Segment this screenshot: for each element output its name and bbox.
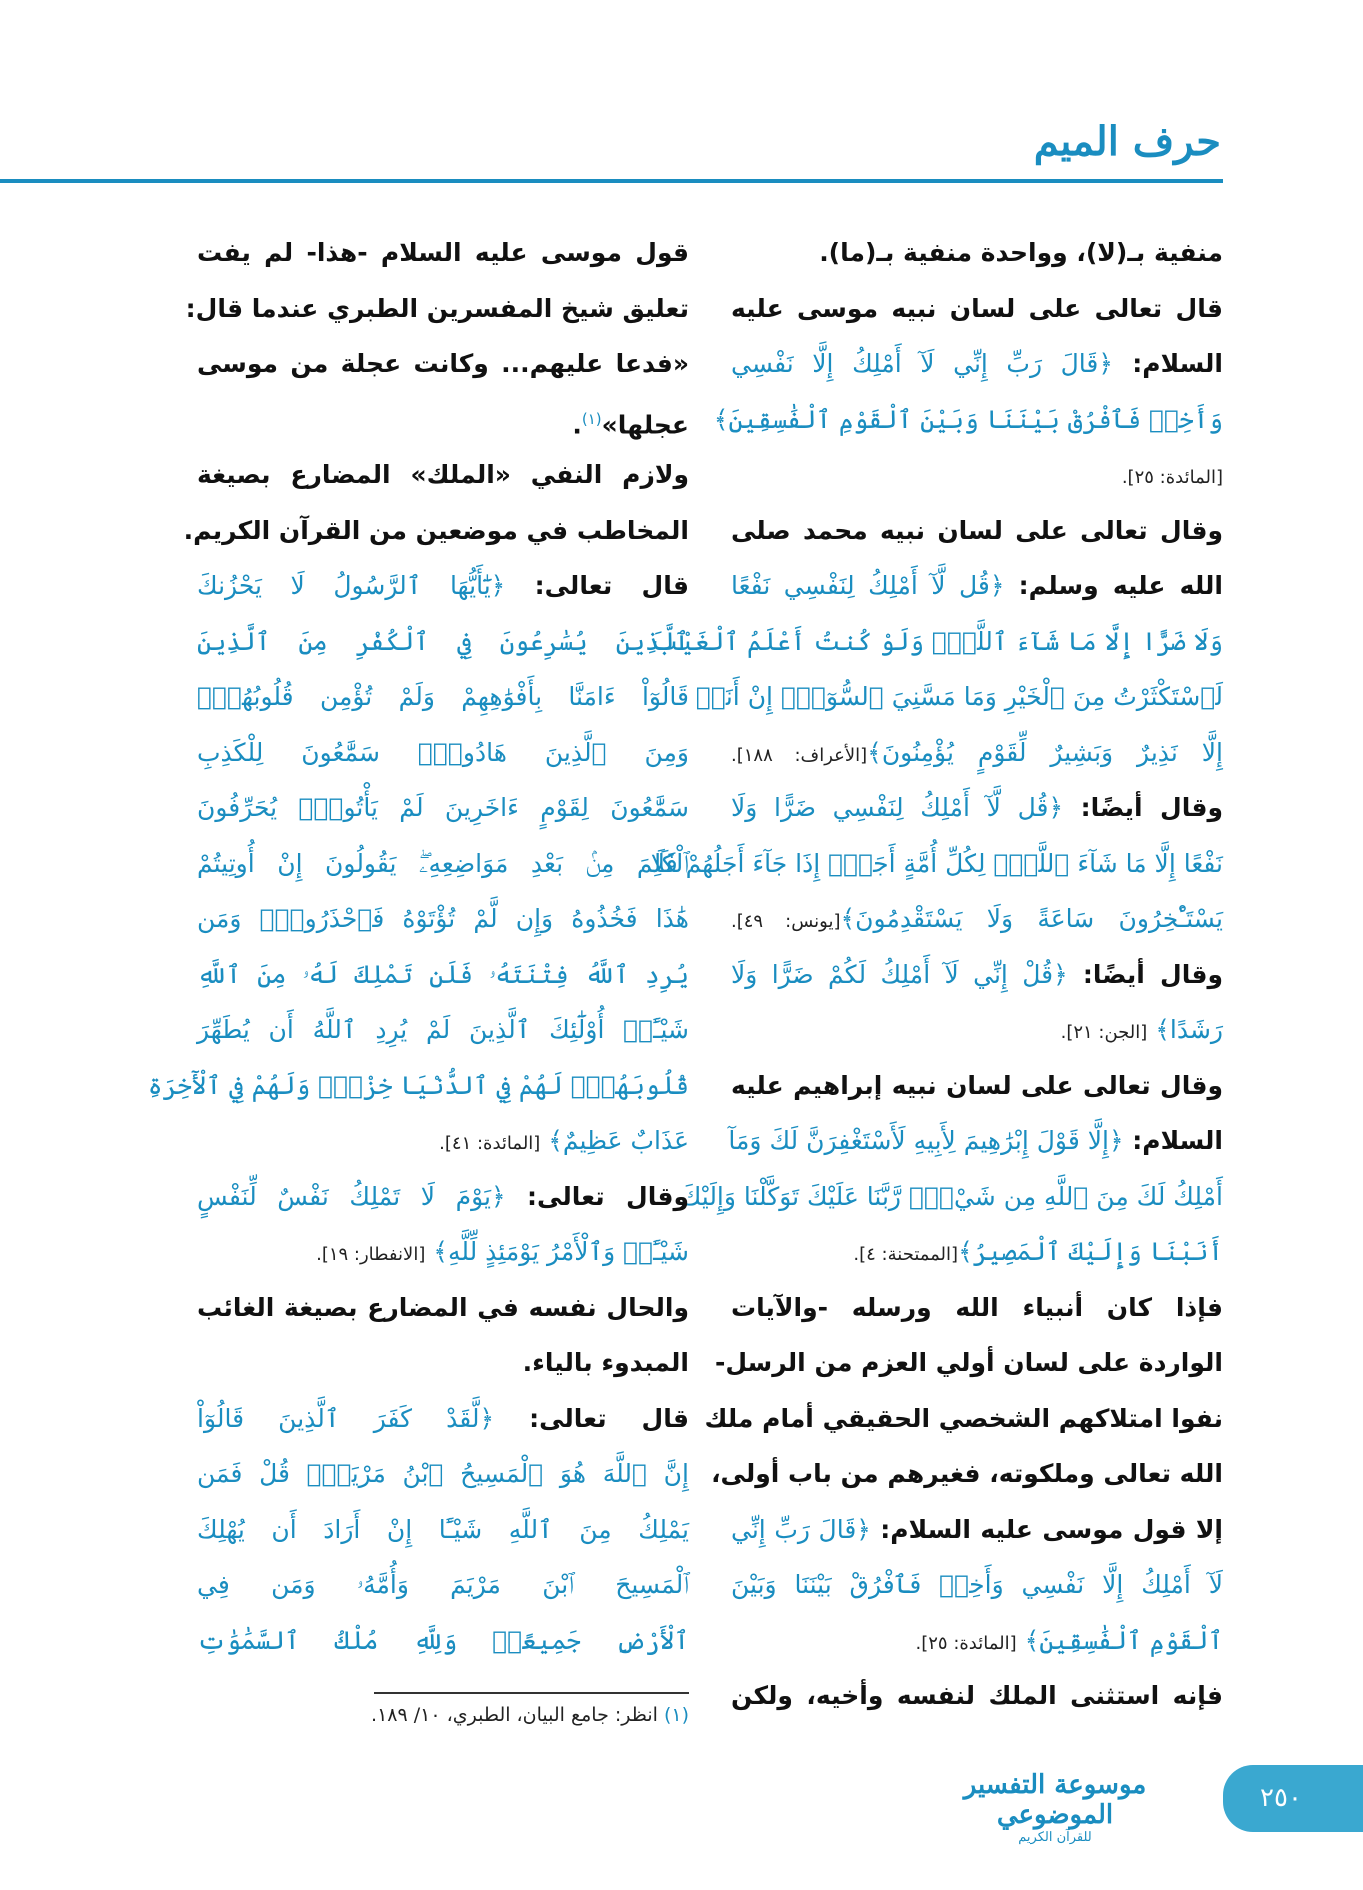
body-text: تعليق شيخ المفسرين الطبري عندما قال: (185, 293, 689, 323)
quran-verse: لَآ أَمْلِكُ إِلَّا نَفْسِي وَأَخِيۖ فَٱفْرُقْ بَيْنَنَا وَبَيْنَ (731, 1570, 1223, 1599)
text-line (731, 1002, 1223, 1058)
text-line (731, 1224, 1223, 1280)
text-line (197, 1446, 689, 1502)
text-line (731, 1502, 1223, 1558)
quran-verse: ﴿قُلْ إِنِّي لَآ أَمْلِكُ لَكُمْ ضَرًّا وَلَا (731, 959, 1068, 989)
text-line (197, 1113, 689, 1169)
text-line (197, 1557, 689, 1613)
text-line (711, 1446, 1223, 1502)
quran-verse: ﴿قَالَ رَبِّ إِنِّي لَآ أَمْلِكُ إِلَّا نَفْسِي (731, 349, 1113, 378)
right-column (650, 225, 1224, 1724)
quran-verse: قَالُوٓاْ ءَامَنَّا بِأَفْوَٰهِهِمْ وَلَمْ تُؤْمِن قُلُوبُهُمْۛ (197, 682, 689, 711)
text-line (197, 392, 689, 448)
body-text: ولازم النفي «الملك» المضارع بصيغة (197, 460, 689, 489)
verse-reference: [الجن: ٢١]. (1060, 1022, 1148, 1043)
verse-reference: [الانفطار: ١٩]. (316, 1244, 426, 1265)
quran-verse: ﴿يَوْمَ لَا تَمْلِكُ نَفْسٌ لِّنَفْسٍ (197, 1181, 506, 1211)
body-text: وقال تعالى على لسان نبيه إبراهيم عليه (731, 1070, 1223, 1100)
body-text: قال تعالى: (494, 1403, 689, 1433)
text-line (185, 281, 689, 337)
footnote-marker: (١) (581, 409, 602, 428)
quran-verse: سَمَّٰعُونَ لِقَوْمٍ ءَاخَرِينَ لَمْ يَأْتُوكَۖ يُحَرِّفُونَ (197, 793, 689, 822)
chapter-title: حرف الميم (1033, 118, 1221, 165)
text-line (197, 1391, 689, 1447)
text-line (197, 947, 689, 1003)
quran-verse: ٱلْأَرْضِ جَمِيعًاۗ وَلِلَّهِ مُلْكُ ٱلسَّمَٰوَٰتِ (197, 1625, 689, 1655)
body-text: المخاطب في موضعين من القرآن الكريم. (183, 515, 689, 545)
text-line (731, 503, 1223, 559)
logo-title: موسوعة التفسير الموضوعي (963, 1770, 1147, 1830)
page-number-badge: ٢٥٠ (1223, 1765, 1363, 1832)
quran-verse: أَنَبْنَا وَإِلَيْكَ ٱلْمَصِيرُ﴾ (958, 1237, 1223, 1266)
header-rule (0, 179, 1223, 183)
text-line (731, 1668, 1223, 1724)
text-line (197, 891, 689, 947)
left-column (147, 225, 689, 1668)
body-text: والحال نفسه في المضارع بصيغة الغائب (197, 1292, 689, 1322)
verse-reference: [المائدة: ٢٥]. (1121, 467, 1223, 488)
quran-verse: ﴿قُل لَّآ أَمْلِكُ لِنَفْسِي نَفْعًا (731, 571, 1005, 600)
text-line (197, 1002, 689, 1058)
body-text: عجلها» (601, 409, 689, 439)
quran-verse: وَلَا ضَرًّا إِلَّا مَا شَآءَ ٱللَّهُۚ وَلَوْ كُنتُ أَعْلَمُ ٱلْغَيْبَ (651, 626, 1223, 656)
text-line (197, 1280, 689, 1336)
quran-verse: إِنَّ ٱللَّهَ هُوَ ٱلْمَسِيحُ ٱبْنُ مَرْيَمَۖ قُلْ فَمَن (197, 1459, 689, 1488)
quran-verse: شَيْـًٔاۚ أُوْلَٰٓئِكَ ٱلَّذِينَ لَمْ يُرِدِ ٱللَّهُ أَن يُطَهِّرَ (197, 1015, 689, 1044)
text-line (651, 614, 1223, 670)
quran-verse: هَٰذَا فَخُذُوهُ وَإِن لَّمْ تُؤْتَوْهُ فَٱحْذَرُواْۚ وَمَن (197, 904, 689, 933)
text-line (197, 225, 689, 281)
text-line (728, 1113, 1223, 1169)
text-line (731, 1280, 1223, 1336)
verse-reference: [المائدة: ٤١]. (439, 1133, 541, 1154)
text-line (680, 1169, 1223, 1225)
quran-verse: وَمِنَ ٱلَّذِينَ هَادُواْۛ سَمَّٰعُونَ لِلْكَذِبِ (197, 737, 689, 767)
text-line (197, 1613, 689, 1669)
text-line (731, 780, 1223, 836)
body-text: قول موسى عليه السلام -هذا- لم يفت (197, 238, 689, 267)
body-text: وقال أيضًا: (1067, 959, 1223, 989)
text-line (197, 1169, 689, 1225)
text-line (183, 503, 689, 559)
text-line (197, 1335, 689, 1391)
footnote (197, 1704, 689, 1726)
footnote-number: (١) (663, 1704, 689, 1726)
body-text: وقال تعالى: (505, 1181, 689, 1211)
body-text: وقال أيضًا: (1063, 793, 1224, 822)
body-text: «فدعا عليهم... وكانت عجلة من موسى (197, 349, 689, 378)
body-text: الواردة على لسان أولي العزم من الرسل- (714, 1348, 1223, 1377)
body-text: السلام: (1112, 349, 1223, 378)
footnote-text: انظر: جامع البيان، الطبري، ١٠/ ١٨٩. (371, 1704, 664, 1726)
text-line (197, 669, 689, 725)
quran-verse: أَمْلِكُ لَكَ مِنَ ٱللَّهِ مِن شَيْءٍۖ رَّبَّنَا عَلَيْكَ تَوَكَّلْنَا وَإِلَيْكَ (680, 1181, 1223, 1211)
text-line (197, 614, 689, 670)
quran-verse: يَسْتَـْٔخِرُونَ سَاعَةً وَلَا يَسْتَقْدِمُونَ﴾ (840, 904, 1224, 933)
quran-verse: ﴿لَّقَدْ كَفَرَ ٱلَّذِينَ قَالُوٓاْ (197, 1403, 495, 1433)
text-line (731, 1058, 1223, 1114)
quran-verse: لَٱسْتَكْثَرْتُ مِنَ ٱلْخَيْرِ وَمَا مَسَّنِيَ ٱلسُّوٓءُۚ إِنْ أَنَا۠ (695, 682, 1223, 711)
body-text: فإذا كان أنبياء الله ورسله -والآيات (731, 1292, 1223, 1322)
text-line (704, 1391, 1223, 1447)
quran-verse: شَيْـًٔاۖ وَٱلْأَمْرُ يَوْمَئِذٍ لِّلَّهِ﴾ (425, 1237, 689, 1266)
text-line (731, 225, 1223, 281)
text-line (731, 1613, 1223, 1669)
quran-verse: ﴿قُل لَّآ أَمْلِكُ لِنَفْسِي ضَرًّا وَلَا (731, 793, 1064, 822)
text-line (197, 336, 689, 392)
text-line (731, 447, 1223, 503)
text-line (147, 1058, 689, 1114)
text-line (731, 336, 1223, 392)
verse-reference: [الممتحنة: ٤]. (853, 1244, 959, 1265)
body-text: قال تعالى: (505, 571, 689, 600)
text-line (713, 392, 1223, 448)
text-line (197, 836, 689, 892)
body-text: الله تعالى وملكوته، فغيرهم من باب أولى، (711, 1459, 1223, 1488)
text-line (197, 725, 689, 781)
encyclopedia-logo (930, 1770, 1180, 1845)
body-text: نفوا امتلاكهم الشخصي الحقيقي أمام ملك (704, 1403, 1223, 1433)
quran-verse: ٱلَّذِينَ يُسَٰرِعُونَ فِي ٱلْكُفْرِ مِنَ ٱلَّذِينَ (197, 626, 689, 656)
text-line (731, 891, 1223, 947)
body-text: منفية بـ(لا)، وواحدة منفية بـ(ما). (819, 238, 1223, 267)
quran-verse: ﴿إِلَّا قَوْلَ إِبْرَٰهِيمَ لِأَبِيهِ لَأَسْتَغْفِرَنَّ لَكَ وَمَآ (728, 1126, 1124, 1155)
body-text: إلا قول موسى عليه السلام: (870, 1514, 1224, 1544)
verse-reference: [المائدة: ٢٥]. (915, 1632, 1017, 1654)
text-line (695, 669, 1223, 725)
text-line (731, 947, 1223, 1003)
text-line (197, 1224, 689, 1280)
verse-reference: [يونس: ٤٩]. (731, 911, 841, 932)
body-text: السلام: (1123, 1126, 1223, 1155)
quran-verse: إِلَّا نَذِيرٌ وَبَشِيرٌ لِّقَوْمٍ يُؤْمِنُونَ﴾ (867, 737, 1223, 767)
logo-subtitle: للقرآن الكريم (1018, 1830, 1092, 1845)
body-text: فإنه استثنى الملك لنفسه وأخيه، ولكن (731, 1681, 1223, 1710)
body-text: المبدوء بالياء. (522, 1348, 689, 1377)
quran-verse: ﴿يَٰٓأَيُّهَا ٱلرَّسُولُ لَا يَحْزُنكَ (197, 571, 506, 600)
quran-verse: ٱلْكَلِمَ مِنۢ بَعْدِ مَوَاضِعِهِۦۖ يَقُولُونَ إِنْ أُوتِيتُمْ (197, 848, 689, 878)
text-line (731, 725, 1223, 781)
quran-verse: ﴿قَالَ رَبِّ إِنِّي (731, 1514, 871, 1544)
body-text: قال تعالى على لسان نبيه موسى عليه (731, 293, 1223, 323)
text-line (197, 780, 689, 836)
body-text: . (572, 409, 582, 439)
footnote-rule (374, 1692, 689, 1694)
quran-verse: يُرِدِ ٱللَّهُ فِتْنَتَهُۥ فَلَن تَمْلِكَ لَهُۥ مِنَ ٱللَّهِ (197, 959, 689, 989)
body-text: الله عليه وسلم: (1004, 571, 1223, 600)
body-text: وقال تعالى على لسان نبيه محمد صلى (731, 515, 1223, 545)
quran-verse: عَذَابٌ عَظِيمٌ﴾ (540, 1126, 689, 1155)
text-line (731, 281, 1223, 337)
quran-verse: ٱلْقَوْمِ ٱلْفَٰسِقِينَ﴾ (1016, 1625, 1223, 1655)
text-line (197, 1502, 689, 1558)
text-line (731, 558, 1223, 614)
text-line (197, 558, 689, 614)
quran-verse: رَشَدًا﴾ (1147, 1015, 1223, 1044)
quran-verse: وَأَخِيۖ فَٱفْرُقْ بَيْنَنَا وَبَيْنَ ٱلْقَوْمِ ٱلْفَٰسِقِينَ﴾ (713, 404, 1223, 434)
quran-verse: ٱلْمَسِيحَ ٱبْنَ مَرْيَمَ وَأُمَّهُۥ وَمَن فِي (197, 1570, 689, 1599)
quran-verse: قُلُوبَهُمْۚ لَهُمْ فِي ٱلدُّنْيَا خِزْيٌۖ وَلَهُمْ فِي ٱلْأٓخِرَةِ (147, 1070, 689, 1100)
text-line (197, 447, 689, 503)
quran-verse: يَمْلِكُ مِنَ ٱللَّهِ شَيْـًٔا إِنْ أَرَادَ أَن يُهْلِكَ (197, 1514, 689, 1544)
quran-verse: نَفْعًا إِلَّا مَا شَآءَ ٱللَّهُۗ لِكُلِّ أُمَّةٍ أَجَلٌۚ إِذَا جَآءَ أَجَلُهُمْ فَلَا (650, 848, 1223, 878)
text-line (650, 836, 1223, 892)
text-line (714, 1335, 1223, 1391)
verse-reference: [الأعراف: ١٨٨]. (731, 744, 868, 766)
text-line (731, 1557, 1223, 1613)
